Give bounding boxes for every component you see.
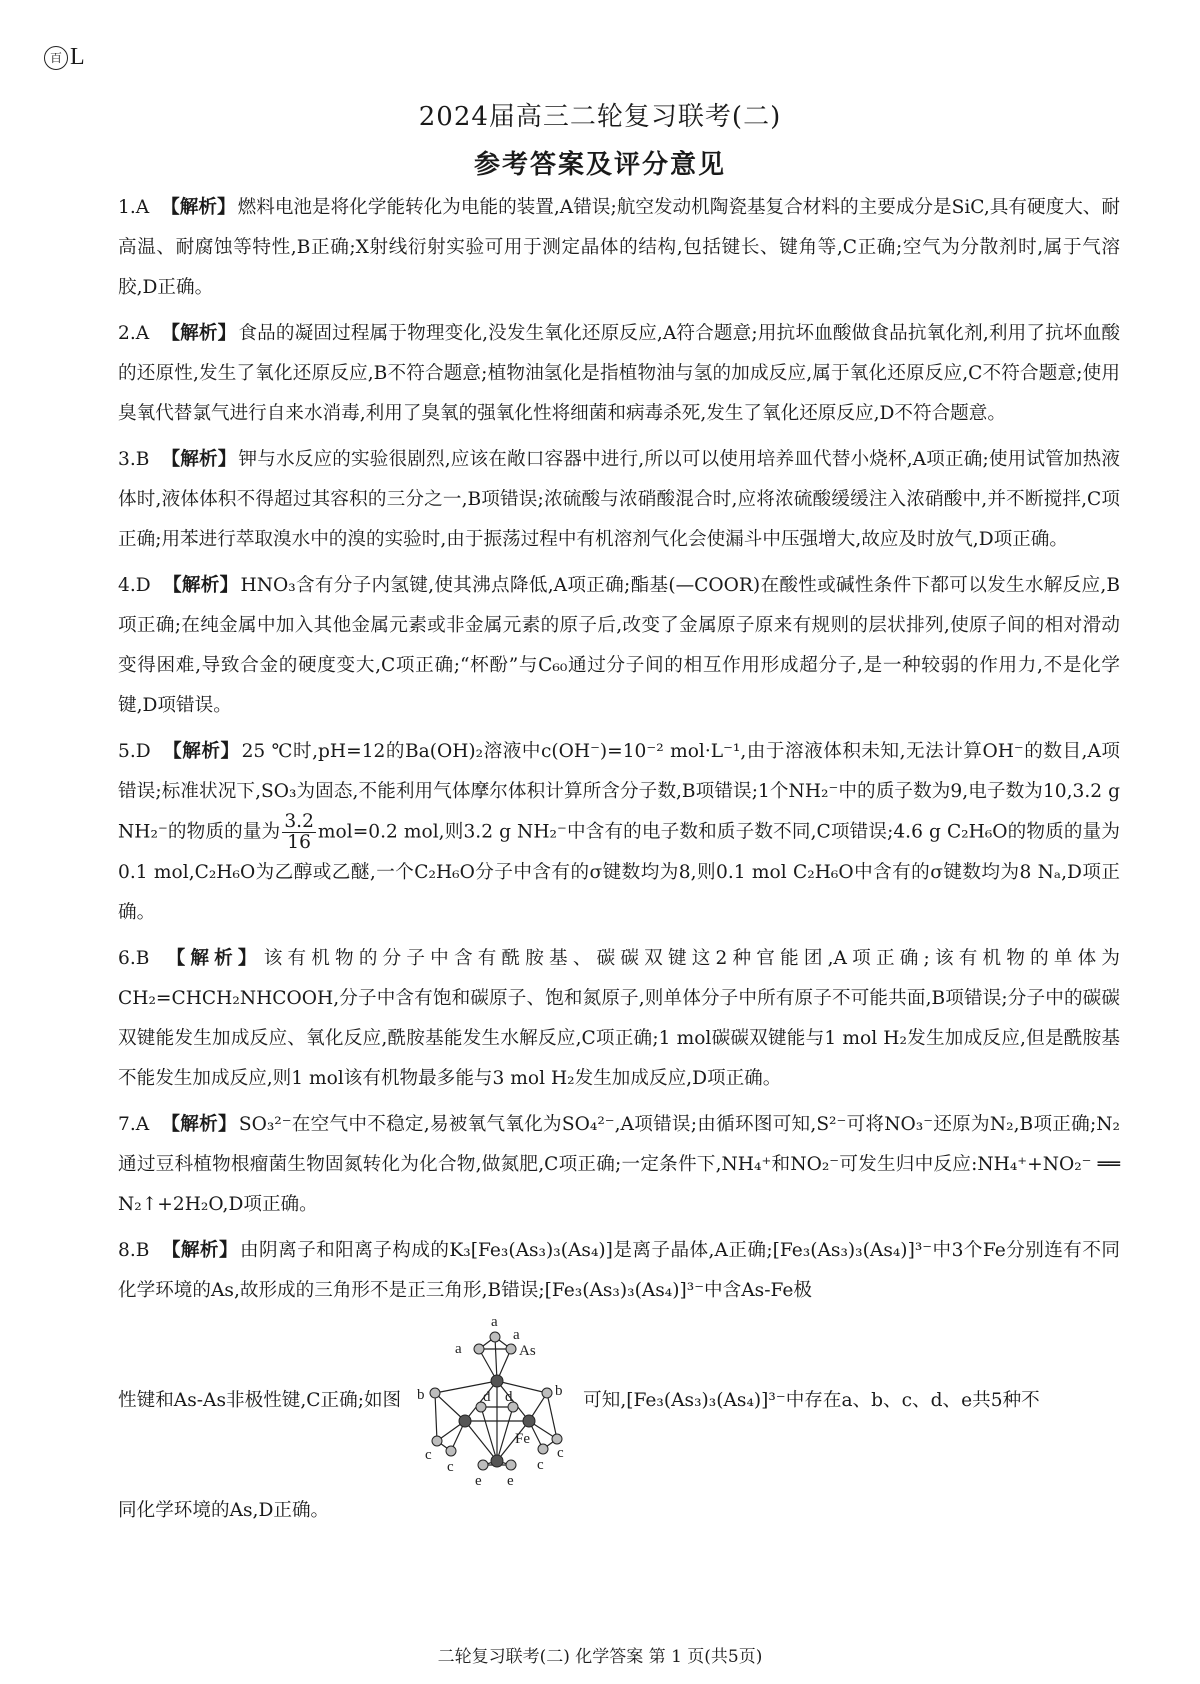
label-b-right: b [555,1383,563,1399]
answer-number: 2.A [118,323,150,344]
logo-letter: L [70,44,85,70]
answer-number: 7.A [118,1114,150,1135]
label-b-left: b [417,1387,425,1403]
answer-text: 该有机物的分子中含有酰胺基、碳碳双键这2种官能团,A项正确;该有机物的单体为CH₂=CHCH₂NHCOOH,分子中含有饱和碳原子、饱和氮原子,则单体分子中所有原子不可能共面,B项错误;分子中的碳碳双键能发生加成反应、氧化反应,酰胺基能发生水解反应,C项正确;1 mol碳碳双键能与1 mol H₂发生加成反应,但是酰胺基不能发生加成反应,则1 mol该有机物最多能与3 mol H₂发生加成反应,D项正确。 [118,948,1120,1089]
label-c-2: c [447,1459,454,1475]
analysis-tag: 【解析】 [161,1114,237,1135]
label-d-left: d [483,1389,491,1405]
answer-text-part2: mol=0.2 mol,则3.2 g NH₂⁻中含有的电子数和质子数不同,C项错误;4.6 g C₂H₆O的物质的量为0.1 mol,C₂H₆O为乙醇或乙醚,一个C₂H₆O分子中含有的σ键数均为8,则0.1 mol C₂H₆O中含有的σ键数均为8 Nₐ,D项正确。 [118,821,1120,923]
fe-as-cluster-figure [407,1311,577,1491]
answer-number: 3.B [118,449,150,470]
answer-item-8 [118,1231,1120,1531]
fraction-denominator: 16 [287,832,311,853]
label-fe: Fe [515,1431,531,1447]
answer-number: 8.B [118,1240,150,1261]
page-footer: 二轮复习联考(二) 化学答案 第 1 页(共5页) [437,1647,763,1667]
label-a-left: a [455,1341,462,1357]
answer-number: 6.B [118,948,150,969]
answer-text-part1: 25 ℃时,pH=12的Ba(OH)₂溶液中c(OH⁻)=10⁻² mol·L⁻¹,由于溶液体积未知,无法计算OH⁻的数目,A项错误;标准状况下,SO₃为固态,不能利用气体摩尔体积计算所含分子数,B项错误;1个NH₂⁻中的质子数为9,电子数为10,3.2 g NH₂⁻的物质的量为 [118,741,1120,843]
analysis-tag: 【解析】 [162,575,239,596]
answer-item-7 [118,1105,1120,1225]
label-d-right: d [505,1389,513,1405]
logo-circle-mark: 百 [44,46,68,70]
answer-text: HNO₃含有分子内氢键,使其沸点降低,A项正确;酯基(—COOR)在酸性或碱性条件下都可以发生水解反应,B项正确;在纯金属中加入其他金属元素或非金属元素的原子后,改变了金属原子原来有规则的层状排列,使原子间的相对滑动变得困难,导致合金的硬度变大,C项正确;“杯酚”与C₆₀通过分子间的相互作用形成超分子,是一种较弱的作用力,不是化学键,D项错误。 [118,575,1120,716]
label-as: As [519,1343,536,1359]
analysis-tag: 【解析】 [161,1240,238,1261]
answer-item-2 [118,314,1120,434]
label-c-3: c [557,1445,564,1461]
fraction-numerator: 3.2 [284,811,314,832]
analysis-tag: 【解析】 [161,197,236,218]
page-title: 2024届高三二轮复习联考(二) [418,102,782,132]
answer-text-part1: 由阴离子和阳离子构成的K₃[Fe₃(As₃)₃(As₄)]是离子晶体,A正确;[Fe₃(As₃)₃(As₄)]³⁻中3个Fe分别连有不同化学环境的As,故形成的三角形不是正三角形,B错误;[Fe₃(As₃)₃(As₄)]³⁻中含As-Fe极 [118,1240,1120,1301]
answer-text: 食品的凝固过程属于物理变化,没发生氧化还原反应,A符合题意;用抗坏血酸做食品抗氧化剂,利用了抗坏血酸的还原性,发生了氧化还原反应,B不符合题意;植物油氢化是指植物油与氢的加成反应,属于氧化还原反应,C不符合题意;使用臭氧代替氯气进行自来水消毒,利用了臭氧的强氧化性将细菌和病毒杀死,发生了氧化还原反应,D不符合题意。 [118,323,1120,424]
analysis-tag: 【解析】 [161,323,237,344]
label-c-1: c [425,1447,432,1463]
answer-item-6 [118,939,1120,1099]
answer-text: SO₃²⁻在空气中不稳定,易被氧气氧化为SO₄²⁻,A项错误;由循环图可知,S²⁻可将NO₃⁻还原为N₂,B项正确;N₂通过豆科植物根瘤菌生物固氮转化为化合物,做氮肥,C项正确;一定条件下,NH₄⁺和NO₂⁻可发生归中反应:NH₄⁺+NO₂⁻ ══ N₂↑+2H₂O,D项正确。 [118,1114,1120,1215]
figure-line [118,1311,1120,1491]
answer-item-4 [118,566,1120,726]
answer-number: 1.A [118,197,150,218]
label-c-4: c [537,1457,544,1473]
answer-text: 燃料电池是将化学能转化为电能的装置,A错误;航空发动机陶瓷基复合材料的主要成分是SiC,具有硬度大、耐高温、耐腐蚀等特性,B正确;X射线衍射实验可用于测定晶体的结构,包括键长、键角等,C正确;空气为分散剂时,属于气溶胶,D正确。 [118,197,1120,298]
answer-item-3 [118,440,1120,560]
answer-number: 5.D [118,741,151,762]
answer-item-1 [118,188,1120,308]
answer-text: 钾与水反应的实验很剧烈,应该在敞口容器中进行,所以可以使用培养皿代替小烧杯,A项正确;使用试管加热液体时,液体体积不得超过其容积的三分之一,B项错误;浓硫酸与浓硝酸混合时,应将浓硫酸缓缓注入浓硝酸中,并不断搅拌,C项正确;用苯进行萃取溴水中的溴的实验时,由于振荡过程中有机溶剂气化会使漏斗中压强增大,故应及时放气,D项正确。 [118,449,1120,550]
label-e-right: e [507,1473,514,1489]
answer-content [118,188,1120,1537]
analysis-tag: 【解析】 [162,741,240,762]
answer-text-part3: 同化学环境的As,D正确。 [118,1500,330,1521]
page-subtitle: 参考答案及评分意见 [473,150,726,180]
fraction [282,812,316,853]
analysis-tag: 【解析】 [161,948,262,969]
label-e-left: e [475,1473,482,1489]
analysis-tag: 【解析】 [161,449,237,470]
publisher-logo [44,44,85,71]
label-a-right: a [513,1327,520,1343]
label-a-top: a [491,1314,498,1330]
answer-text-before-figure: 性键和As-As非极性键,C正确;如图 [118,1390,402,1411]
answer-text-after-figure: 可知,[Fe₃(As₃)₃(As₄)]³⁻中存在a、b、c、d、e共5种不 [583,1390,1040,1411]
answer-number: 4.D [118,575,151,596]
answer-item-5 [118,732,1120,933]
